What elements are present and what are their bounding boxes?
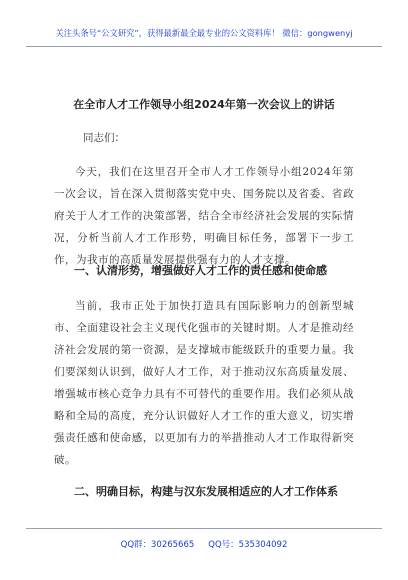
header-divider	[26, 46, 382, 47]
footer-qq-number: QQ号：535304092	[208, 540, 288, 550]
section-heading-1: 一、认清形势，增强做好人才工作的责任感和使命感	[74, 264, 327, 277]
paragraph-intro: 今天，我们在这里召开全市人才工作领导小组2024年第一次会议，旨在深入贯彻落实党中央、国务院以及省委、省政府关于人才工作的决策部署，结合全市经济社会发展的实际情况，分析当前人才工作形势，明确目标任务，部署下一步工作，为我市的高质量发展提供强有力的人才支撑。	[54, 166, 354, 266]
header-promo-text: 关注头条号“公文研究”，获得最新最全最专业的公文资料库！ 微信：gongwenyj	[55, 28, 353, 38]
document-title: 在全市人才工作领导小组2024年第一次会议上的讲话	[73, 98, 335, 111]
paragraph-situation: 当前，我市正处于加快打造具有国际影响力的创新型城市、全面建设社会主义现代化强市的关键时期。人才是推动经济社会发展的第一资源，是支撑城市能级跃升的重要力量。我们要深刻认识到，做好人才工作，对于推动汉东高质量发展、增强城市核心竞争力具有不可替代的重要作用。我们必须从战略和全局的高度，充分认识做好人才工作的重大意义，切实增强责任感和使命感，以更加有力的举措推动人才工作取得新突破。	[54, 300, 354, 466]
footer-contact	[0, 538, 408, 550]
footer-qq-group: QQ群：30265665	[120, 540, 195, 550]
footer-divider	[26, 528, 382, 529]
section-heading-2: 二、明确目标，构建与汉东发展相适应的人才工作体系	[74, 485, 338, 498]
salutation: 同志们：	[83, 132, 125, 144]
